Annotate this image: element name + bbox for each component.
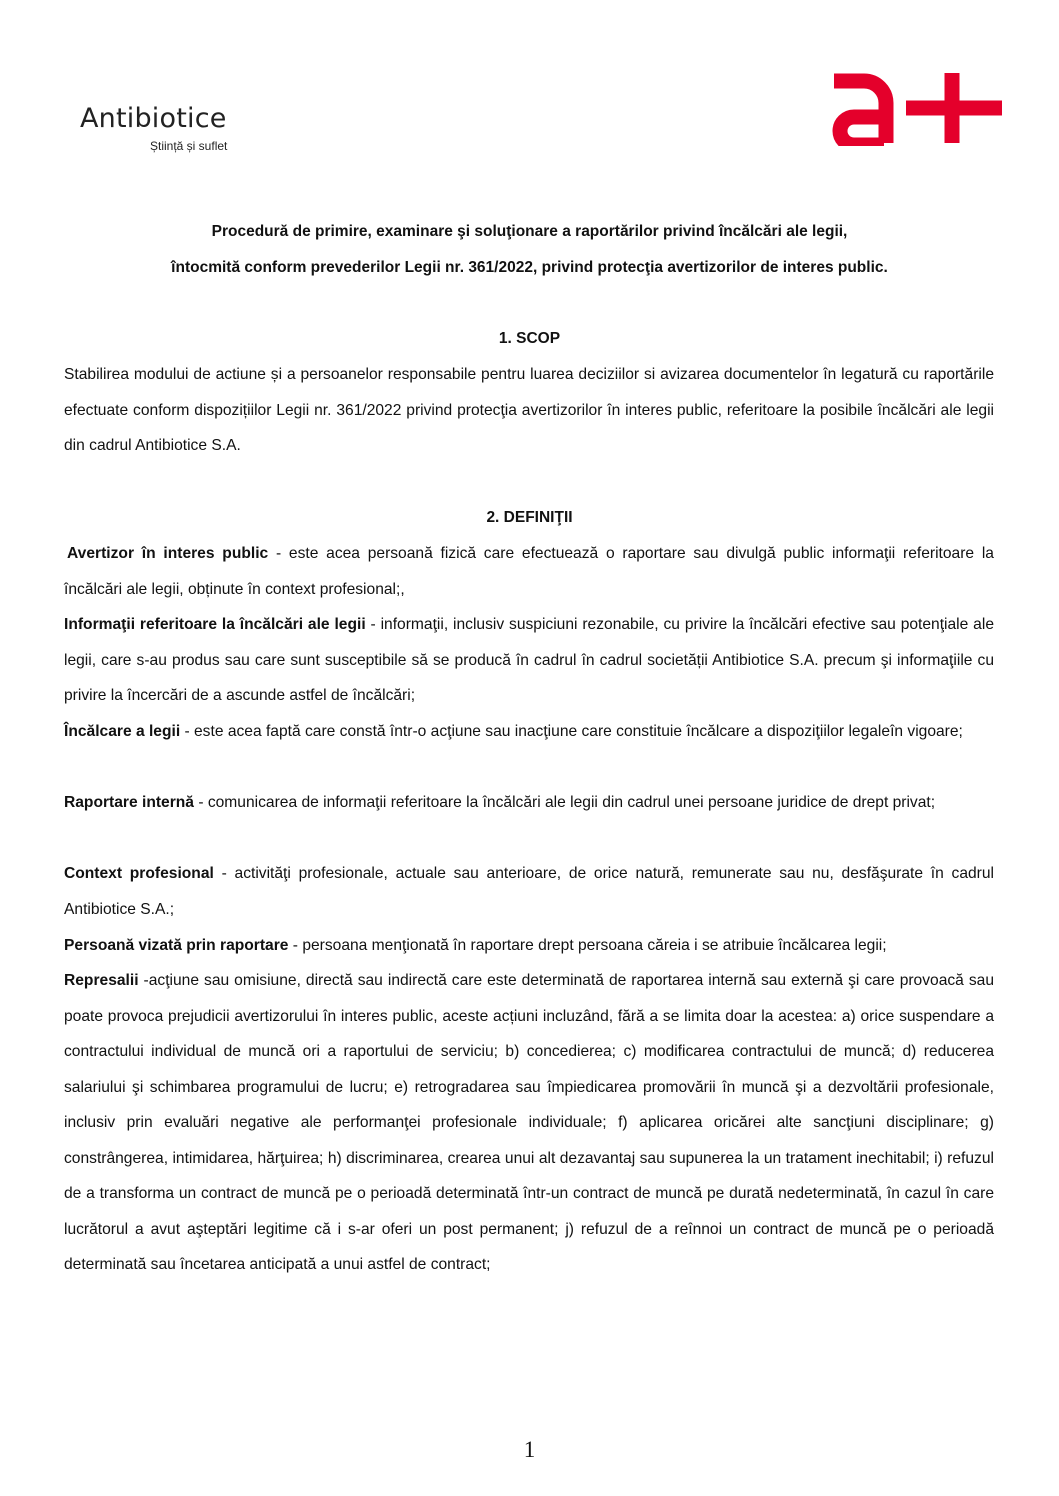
definition-term: Persoană vizată prin raportare	[64, 937, 289, 954]
definition-incalcare	[64, 714, 994, 750]
document-title-line-2: întocmită conform prevederilor Legii nr. 361/2022, privind protecţia avertizorilor de interes public.	[171, 259, 888, 276]
definition-term: Avertizor în interes public	[67, 545, 269, 562]
definition-persoana-vizata	[64, 928, 994, 964]
page-number: 1	[523, 1437, 536, 1462]
definition-term: Context profesional	[64, 865, 214, 882]
definition-text: - persoana menţionată în raportare drept persoana căreia i se atribuie încălcarea legii;	[288, 937, 887, 954]
definition-term: Represalii	[64, 972, 139, 989]
definition-context-profesional	[64, 856, 994, 927]
a-plus-logo-icon	[824, 71, 1004, 146]
definition-term: Informaţii referitoare la încălcări ale legii	[64, 616, 366, 633]
antibiotice-logo	[80, 103, 280, 153]
definition-text: - comunicarea de informaţii referitoare la încălcări ale legii din cadrul unei persoane juridice de drept privat;	[193, 794, 936, 811]
company-name: Antibiotice	[80, 103, 227, 134]
section-heading-scop: 1. SCOP	[498, 330, 561, 347]
definition-avertizor	[64, 536, 994, 607]
section-heading-definitii: 2. DEFINIŢII	[486, 509, 573, 526]
definition-raportare-interna	[64, 785, 994, 821]
definition-text: - activităţi profesionale, actuale sau anterioare, de orice natură, remunerate sau nu, desfăşurate în cadrul Antibiotice S.A.;	[64, 865, 995, 918]
definition-text: - informaţii, inclusiv suspiciuni rezonabile, cu privire la încălcări efective sau potenţiale ale legii, care s-au produs sau care sunt susceptibile să se producă în cadrul în cadrul societății Antibiotice S.A. precum şi informaţiile cu privire la încercări de a ascunde astfel de încălcări;	[64, 616, 994, 704]
definition-term: Raportare internă	[64, 794, 194, 811]
scop-paragraph: Stabilirea modului de actiune și a persoanelor responsabile pentru luarea deciziilor si avizarea documentelor în legatură cu raportările efectuate conform dispozițiilor Legii nr. 361/2022 privind protecţia avertizorilor în interes public, referitoare la posibile încălcări ale legii din cadrul Antibiotice S.A.	[64, 366, 994, 454]
definition-informatii	[64, 607, 994, 714]
document-title-line-1: Procedură de primire, examinare şi soluţionare a raportărilor privind încălcări ale legii,	[211, 223, 848, 240]
definition-term: Încălcare a legii	[64, 723, 181, 740]
definition-text: - este acea persoană fizică care efectuează o raportare sau divulgă public informaţii referitoare la încălcări ale legii, obținute în context profesional;,	[64, 545, 994, 598]
company-tagline: Știință și suflet	[150, 139, 228, 153]
definition-text: - este acea faptă care constă într-o acţiune sau inacţiune care constituie încălcare a dispoziţiilor legaleîn vigoare;	[180, 723, 963, 740]
definition-text: -acţiune sau omisiune, directă sau indirectă care este determinată de raportarea internă sau externă şi care provoacă sau poate provoca prejudicii avertizorului în interes public, aceste acțiuni incluzând, fără a se limita doar la acestea: a) orice suspendare a contractului individual de muncă ori a raportului de serviciu; b) concedierea; c) modificarea contractului de muncă; d) reducerea salariului şi schimbarea programului de lucru; e) retrogradarea sau împiedicarea promovării în muncă şi a dezvoltării profesionale, inclusiv prin evaluări negative ale performanţei profesionale individuale; f) aplicarea oricărei alte sancţiuni disciplinare; g) constrângerea, intimidarea, hărţuirea; h) discriminarea, crearea unui alt dezavantaj sau supunerea la un tratament inechitabil; i) refuzul de a transforma un contract de muncă pe o perioadă determinată într-un contract de muncă pe durată nedeterminată, în cazul în care lucrătorul a avut aşteptări legitime că i s-ar oferi un post permanent; j) refuzul de a reînnoi un contract de muncă pe o perioadă determinată sau încetarea anticipată a unui astfel de contract;	[64, 972, 994, 1273]
definition-represalii	[64, 963, 994, 1283]
